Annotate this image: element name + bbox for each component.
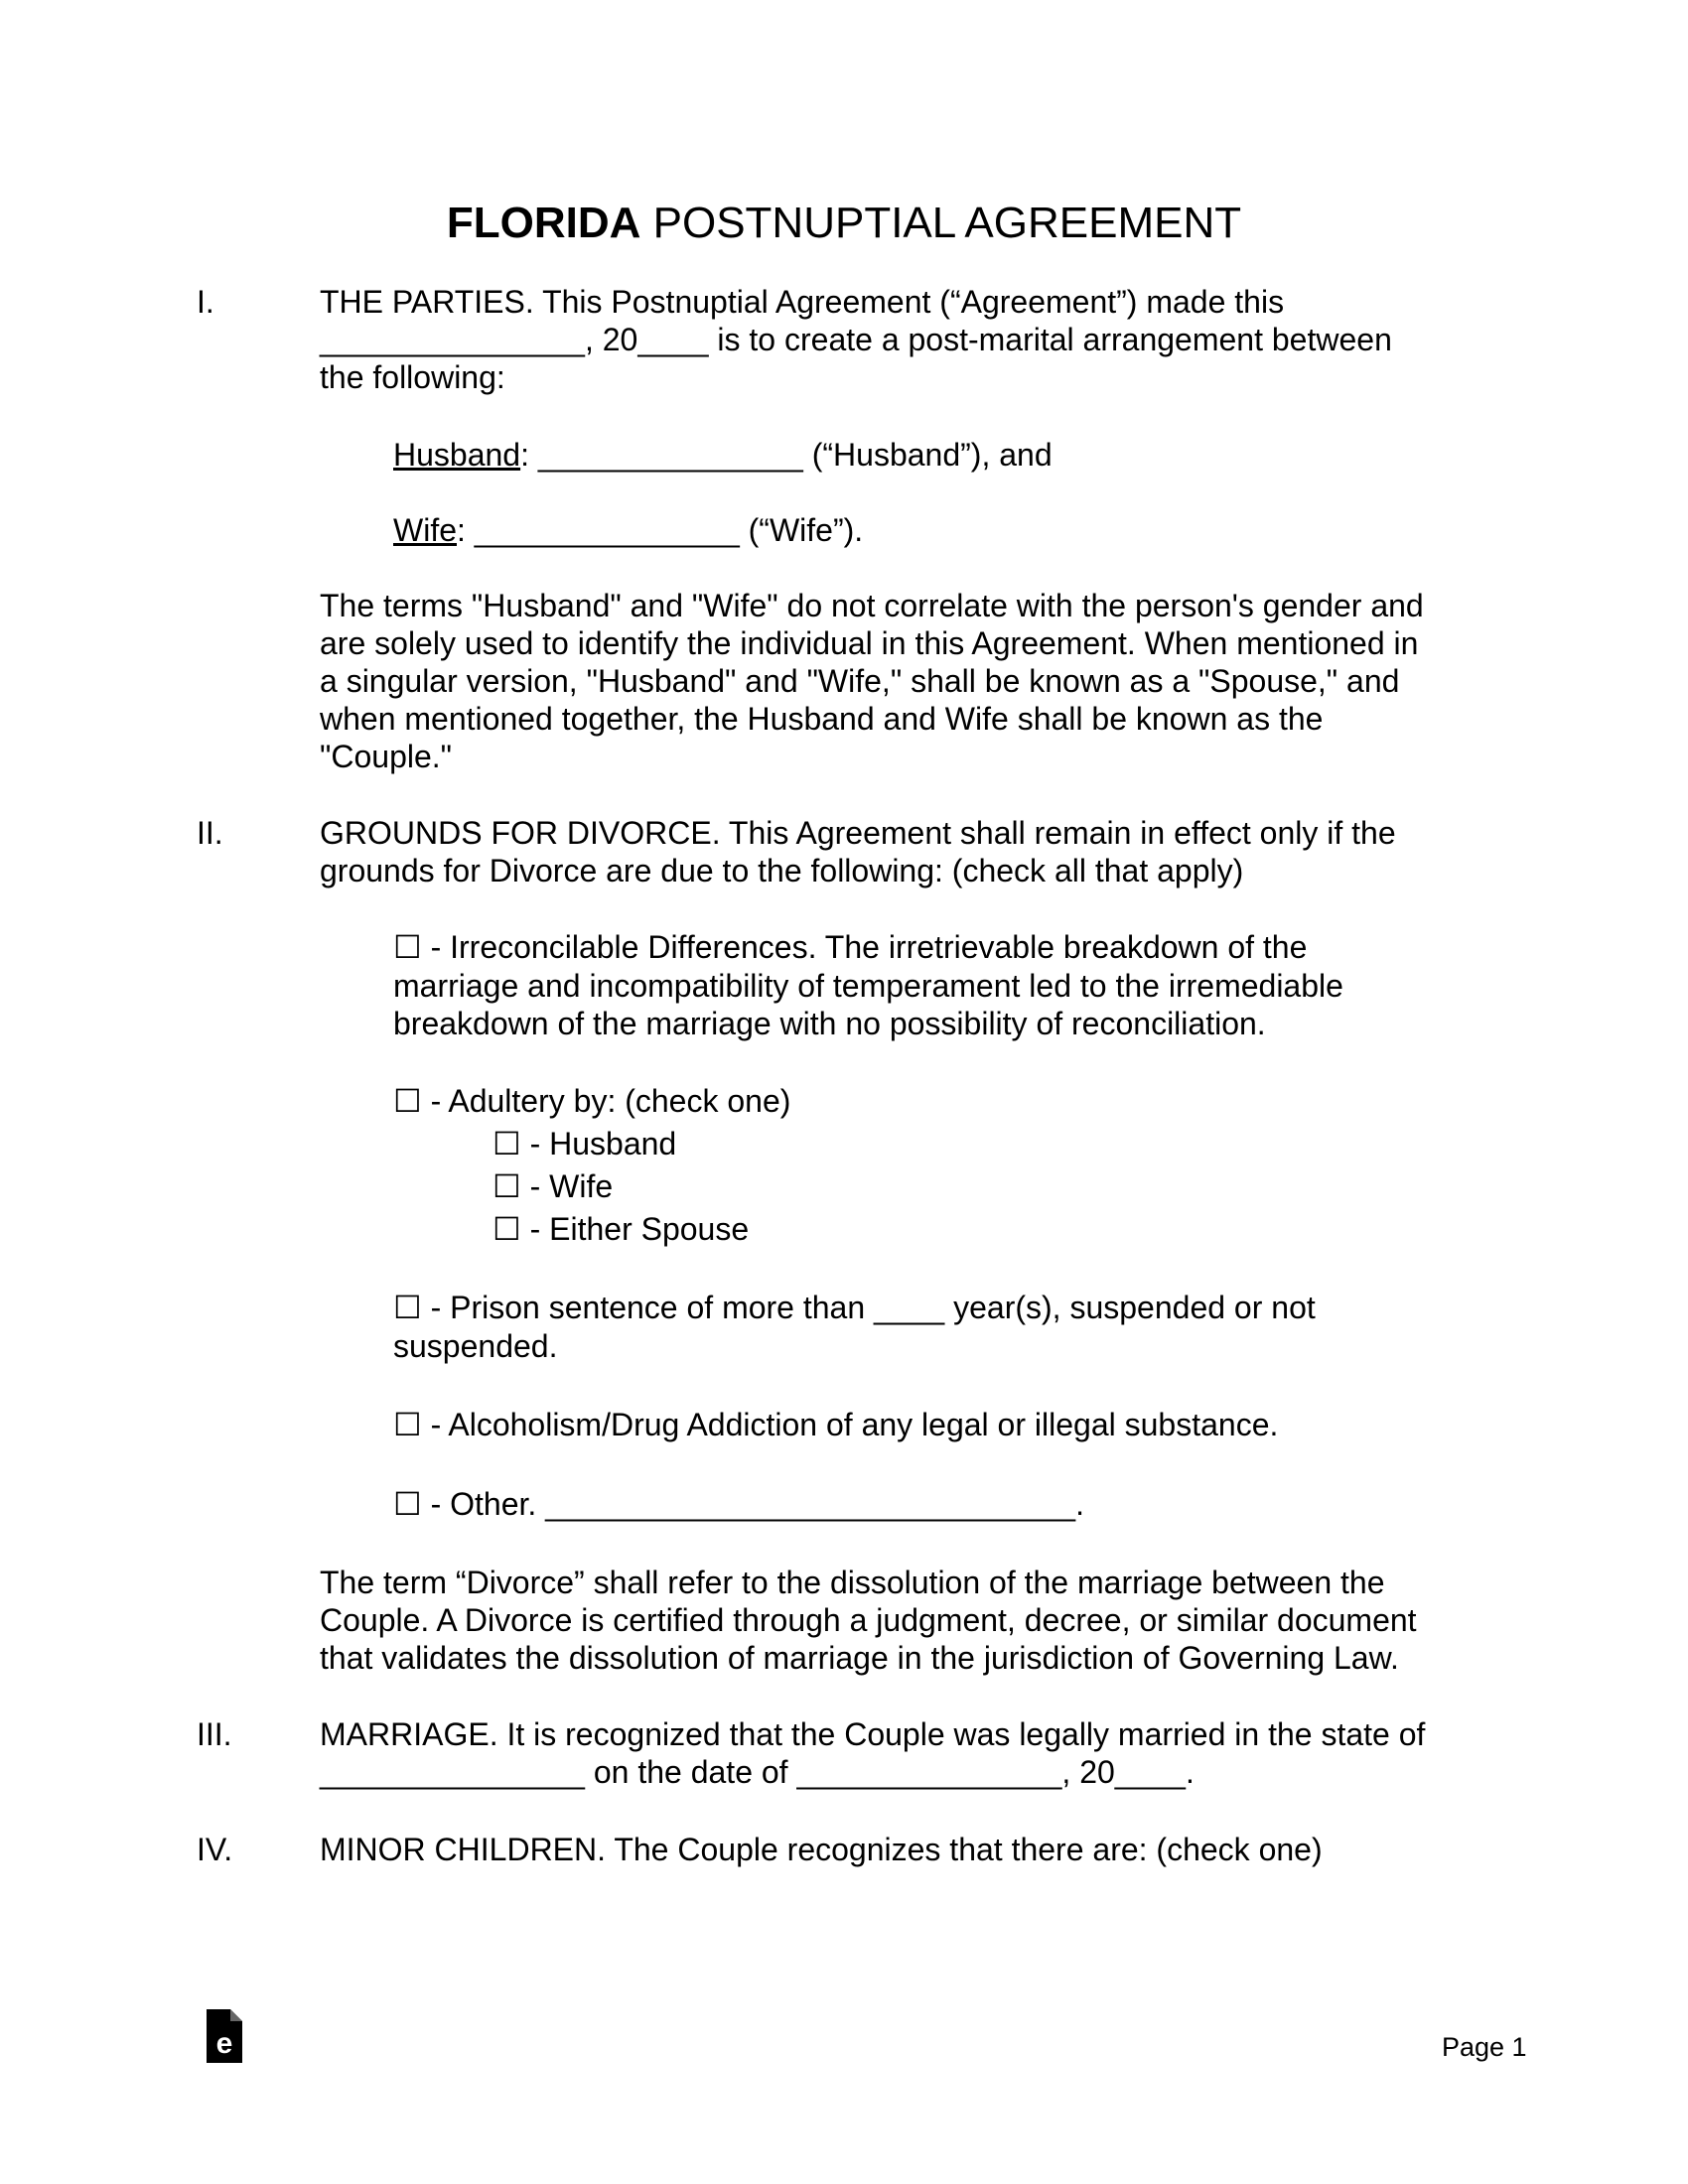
parties-line-1: THE PARTIES. This Postnuptial Agreement (“Agreement”) made this [320,284,1285,320]
husband-field [393,436,1505,474]
grounds-line-1: GROUNDS FOR DIVORCE. This Agreement shall remain in effect only if the [320,815,1396,851]
eforms-logo-icon [205,2009,244,2065]
marriage-line-2: _______________ on the date of _______________, 20____. [320,1754,1195,1790]
alcohol-option[interactable]: ☐ - Alcoholism/Drug Addiction of any legal or illegal substance. [393,1407,1279,1442]
section-number-1: I. [197,284,214,320]
grounds-line-2: grounds for Divorce are due to the following: (check all that apply) [320,853,1244,888]
prison-line-2: suspended. [393,1328,558,1364]
wife-blank: : _______________ (“Wife”). [457,512,864,548]
husband-blank: : _______________ (“Husband”), and [520,437,1053,473]
section-number-3: III. [197,1716,232,1752]
document-title [0,199,1688,248]
adultery-option[interactable]: ☐ - Adultery by: (check one) [393,1083,791,1119]
divorce-def-line-2: Couple. A Divorce is certified through a judgment, decree, or similar document [320,1602,1417,1638]
title-rest: POSTNUPTIAL AGREEMENT [640,199,1242,247]
husband-label: Husband [393,437,521,473]
marriage-line-1: MARRIAGE. It is recognized that the Couple was legally married in the state of [320,1716,1426,1752]
terms-line-5: "Couple." [320,739,453,774]
svg-text:e: e [215,2027,233,2060]
terms-line-3: a singular version, "Husband" and "Wife," shall be known as a "Spouse," and [320,663,1400,699]
wife-label: Wife [393,512,457,548]
parties-line-2: _______________, 20____ is to create a post-marital arrangement between [320,322,1392,357]
parties-line-3: the following: [320,359,505,395]
adultery-either-option[interactable]: ☐ - Either Spouse [492,1211,750,1247]
minor-children-line-1: MINOR CHILDREN. The Couple recognizes that there are: (check one) [320,1832,1323,1867]
irreconcilable-line-2: marriage and incompatibility of temperament led to the irremediable [393,968,1343,1004]
divorce-def-line-1: The term “Divorce” shall refer to the dissolution of the marriage between the [320,1565,1385,1600]
title-state: FLORIDA [446,199,641,247]
page-number: Page 1 [1442,2032,1527,2062]
adultery-wife-option[interactable]: ☐ - Wife [492,1168,614,1204]
other-option[interactable]: ☐ - Other. ______________________________. [393,1486,1084,1522]
terms-line-2: are solely used to identify the individual in this Agreement. When mentioned in [320,625,1419,661]
divorce-def-line-3: that validates the dissolution of marriage in the jurisdiction of Governing Law. [320,1640,1399,1676]
wife-field [393,511,1505,549]
section-number-2: II. [197,815,223,851]
terms-line-4: when mentioned together, the Husband and Wife shall be known as the [320,701,1324,737]
terms-line-1: The terms "Husband" and "Wife" do not correlate with the person's gender and [320,588,1424,623]
irreconcilable-line-3: breakdown of the marriage with no possibility of reconciliation. [393,1006,1266,1041]
irreconcilable-option[interactable]: ☐ - Irreconcilable Differences. The irretrievable breakdown of the [393,929,1308,965]
prison-option[interactable]: ☐ - Prison sentence of more than ____ year(s), suspended or not [393,1290,1316,1325]
adultery-husband-option[interactable]: ☐ - Husband [492,1126,677,1161]
section-number-4: IV. [197,1832,233,1867]
